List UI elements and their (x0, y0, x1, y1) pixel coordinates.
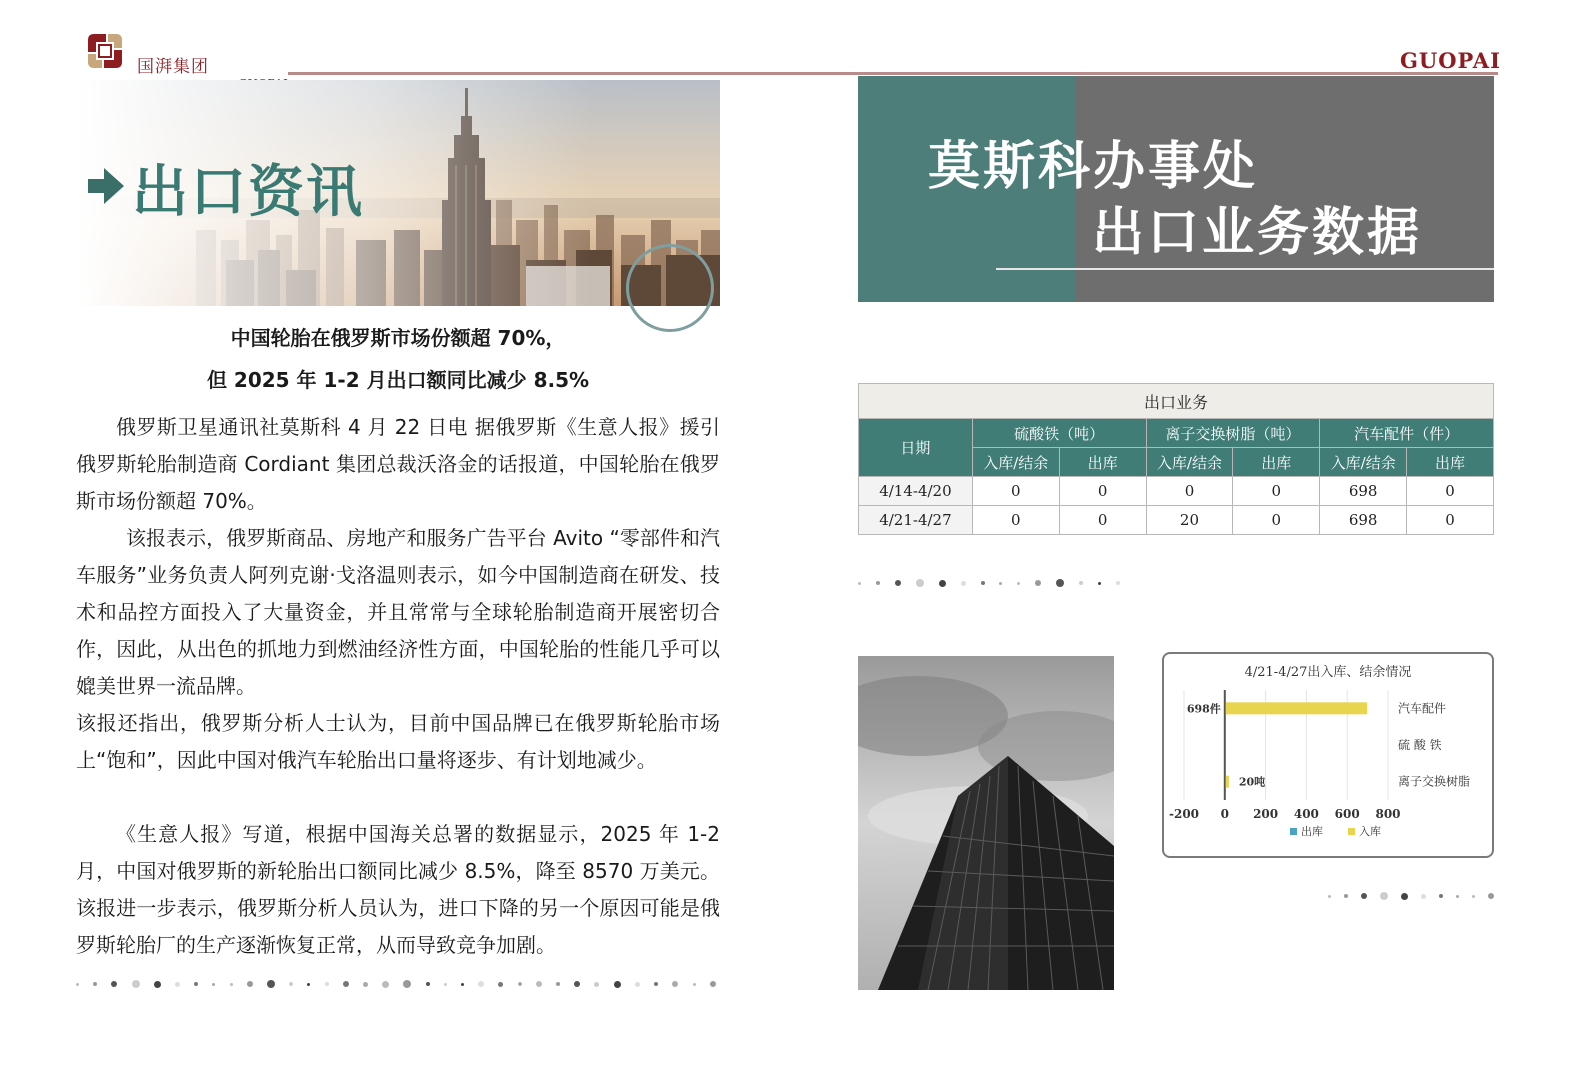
decorative-dot (1035, 580, 1041, 586)
decorative-dot (895, 580, 901, 586)
chart-legend-swatch (1348, 828, 1355, 835)
decorative-dot (154, 981, 161, 988)
chart-x-tick-label: 600 (1334, 807, 1360, 821)
row-date: 4/14-4/20 (859, 477, 973, 506)
office-title-line1: 莫斯科办事处 (928, 137, 1259, 197)
article-paragraph-4: 《生意人报》写道，根据中国海关总署的数据显示，2025 年 1-2 月，中国对俄罗斯的新轮胎出口额同比减少 8.5%，降至 8570 万美元。该报进一步表示，俄罗斯分析人员认为，进口下降的另一个原因可能是俄罗斯轮胎厂的生产逐渐恢复正常，从而导致竞争加剧。 (76, 822, 720, 957)
decorative-dot (212, 983, 215, 986)
chart-legend-label: 入库 (1359, 825, 1381, 838)
decorative-dot (1456, 895, 1459, 898)
decorative-dot-row (858, 577, 1120, 589)
decorative-dot (518, 982, 522, 986)
table-cell: 0 (1146, 477, 1233, 506)
decorative-dot (230, 983, 233, 986)
subheader-out: 出库 (1233, 448, 1320, 477)
decorative-dot (981, 581, 985, 585)
chart-x-tick-label: 200 (1253, 807, 1279, 821)
decorative-dot (961, 581, 966, 586)
chart-x-tick-label: 0 (1220, 807, 1229, 821)
decorative-dot (403, 980, 411, 988)
chart-category-label: 汽车配件 (1398, 701, 1447, 716)
date-column-header: 日期 (859, 419, 973, 477)
chart-data-label: 698件 (1186, 702, 1221, 716)
decorative-dot (478, 981, 484, 987)
subheader-out: 出库 (1407, 448, 1494, 477)
subheader-in: 入库/结余 (1320, 448, 1407, 477)
decorative-dot (363, 982, 368, 987)
decorative-dot (1344, 894, 1348, 898)
decorative-dot (175, 982, 180, 987)
inventory-bar-chart (1164, 654, 1492, 856)
decorative-dot (194, 982, 198, 986)
decorative-dot-row (1328, 890, 1494, 902)
decorative-dot (111, 981, 117, 987)
table-row (859, 506, 1494, 535)
chart-x-tick-label: -200 (1168, 807, 1200, 821)
chart-title: 4/21-4/27出入库、结余情况 (1244, 665, 1412, 680)
table-cell: 20 (1146, 506, 1233, 535)
chart-bar-in (1226, 776, 1229, 788)
decorative-dot (1098, 582, 1101, 585)
group-header-ferric-sulfate: 硫酸铁（吨） (972, 419, 1146, 448)
decorative-dot (461, 983, 464, 986)
decorative-dot (1079, 581, 1083, 585)
row-date: 4/21-4/27 (859, 506, 973, 535)
table-cell: 0 (1407, 506, 1494, 535)
subheader-in: 入库/结余 (972, 448, 1059, 477)
chart-x-tick-label: 400 (1293, 807, 1319, 821)
logo-chinese-name: 国湃集团 (137, 57, 209, 77)
guopai-logo-icon (84, 30, 126, 72)
article-paragraph-2: 该报表示，俄罗斯商品、房地产和服务广告平台 Avito “零部件和汽车服务”业务负责人阿列克谢·戈洛温则表示，如今中国制造商在研发、技术和品控方面投入了大量资金，并且常常与全球轮胎制造商开展密切合作，因此，从出色的抓地力到燃油经济性方面，中国轮胎的性能几乎可以媲美世界一流品牌。 (76, 526, 720, 698)
table-cell: 0 (1233, 506, 1320, 535)
decorative-dot (536, 981, 542, 987)
group-header-auto-parts: 汽车配件（件） (1320, 419, 1494, 448)
decorative-dot (289, 982, 293, 986)
chart-x-tick-label: 800 (1375, 807, 1401, 821)
subheader-in: 入库/结余 (1146, 448, 1233, 477)
decorative-dot (76, 983, 79, 986)
chart-category-label: 离子交换树脂 (1398, 774, 1471, 789)
header-rule (288, 72, 1498, 75)
subheader-out: 出库 (1059, 448, 1146, 477)
chart-legend-label: 出库 (1301, 825, 1323, 838)
decorative-dot (1421, 894, 1426, 899)
article-paragraph-3: 该报还指出，俄罗斯分析人士认为，目前中国品牌已在俄罗斯轮胎市场上“饱和”，因此中国对俄汽车轮胎出口量将逐步、有计划地减少。 (76, 711, 720, 772)
chart-data-label: 20吨 (1238, 775, 1266, 789)
decorative-dot (556, 982, 560, 986)
table-cell: 0 (1059, 477, 1146, 506)
decorative-dot (999, 582, 1002, 585)
decorative-dot (939, 580, 946, 587)
chart-bar-in (1226, 702, 1367, 714)
decorative-dot (858, 582, 861, 585)
decorative-dot (343, 981, 349, 987)
decorative-dot (1116, 581, 1120, 585)
decorative-dot (654, 982, 658, 986)
decorative-dot (426, 982, 430, 986)
decorative-dot (1361, 893, 1367, 899)
decorative-dot (672, 981, 678, 987)
decorative-dot (1017, 582, 1020, 585)
inventory-bar-chart-card (1162, 652, 1494, 858)
arrow-right-icon (88, 166, 124, 206)
decorative-ring (626, 244, 714, 332)
decorative-dot (1472, 895, 1475, 898)
chart-category-label: 硫 酸 铁 (1398, 738, 1442, 752)
table-cell: 0 (972, 506, 1059, 535)
table-cell: 0 (1407, 477, 1494, 506)
office-title-line2: 出口业务数据 (1092, 203, 1423, 263)
decorative-dot (710, 981, 716, 987)
decorative-dot (594, 982, 599, 987)
table-cell: 0 (972, 477, 1059, 506)
table-caption: 出口业务 (859, 384, 1494, 419)
decorative-dot (1401, 893, 1408, 900)
table-cell: 0 (1233, 477, 1320, 506)
decorative-dot (635, 982, 640, 987)
table-row (859, 477, 1494, 506)
decorative-dot (916, 579, 924, 587)
decorative-dot-row (76, 978, 716, 990)
decorative-dot (1380, 892, 1388, 900)
group-header-ion-exchange-resin: 离子交换树脂（吨） (1146, 419, 1320, 448)
article-paragraph-1: 俄罗斯卫星通讯社莫斯科 4 月 22 日电 据俄罗斯《生意人报》援引俄罗斯轮胎制造商 Cordiant 集团总裁沃洛金的话报道，中国轮胎在俄罗斯市场份额超 70%。 (76, 415, 720, 513)
decorative-dot (247, 981, 253, 987)
decorative-dot (267, 980, 275, 988)
decorative-dot (132, 980, 140, 988)
decorative-dot (93, 982, 97, 986)
export-business-table (858, 383, 1494, 535)
chart-legend-swatch (1290, 828, 1297, 835)
table-cell: 0 (1059, 506, 1146, 535)
decorative-dot (1328, 895, 1331, 898)
decorative-dot (1439, 894, 1443, 898)
table-cell: 698 (1320, 506, 1407, 535)
decorative-dot (574, 981, 580, 987)
decorative-dot (1488, 893, 1494, 899)
article-headline-line1: 中国轮胎在俄罗斯市场份额超 70%， (230, 326, 566, 350)
decorative-dot (325, 982, 329, 986)
banner-title: 出口资讯 (132, 160, 364, 225)
skyscraper-photo (858, 656, 1114, 990)
table-cell: 698 (1320, 477, 1407, 506)
article-headline-line2: 但 2025 年 1-2 月出口额同比减少 8.5% (206, 368, 590, 392)
decorative-dot (876, 581, 880, 585)
decorative-dot (1056, 579, 1064, 587)
decorative-dot (693, 983, 696, 986)
decorative-dot (444, 983, 447, 986)
decorative-dot (382, 981, 389, 988)
decorative-dot (498, 982, 503, 987)
title-underline (996, 268, 1494, 270)
decorative-dot (614, 981, 621, 988)
decorative-dot (307, 983, 310, 986)
brand-name-right: GUOPAI (1400, 48, 1501, 73)
